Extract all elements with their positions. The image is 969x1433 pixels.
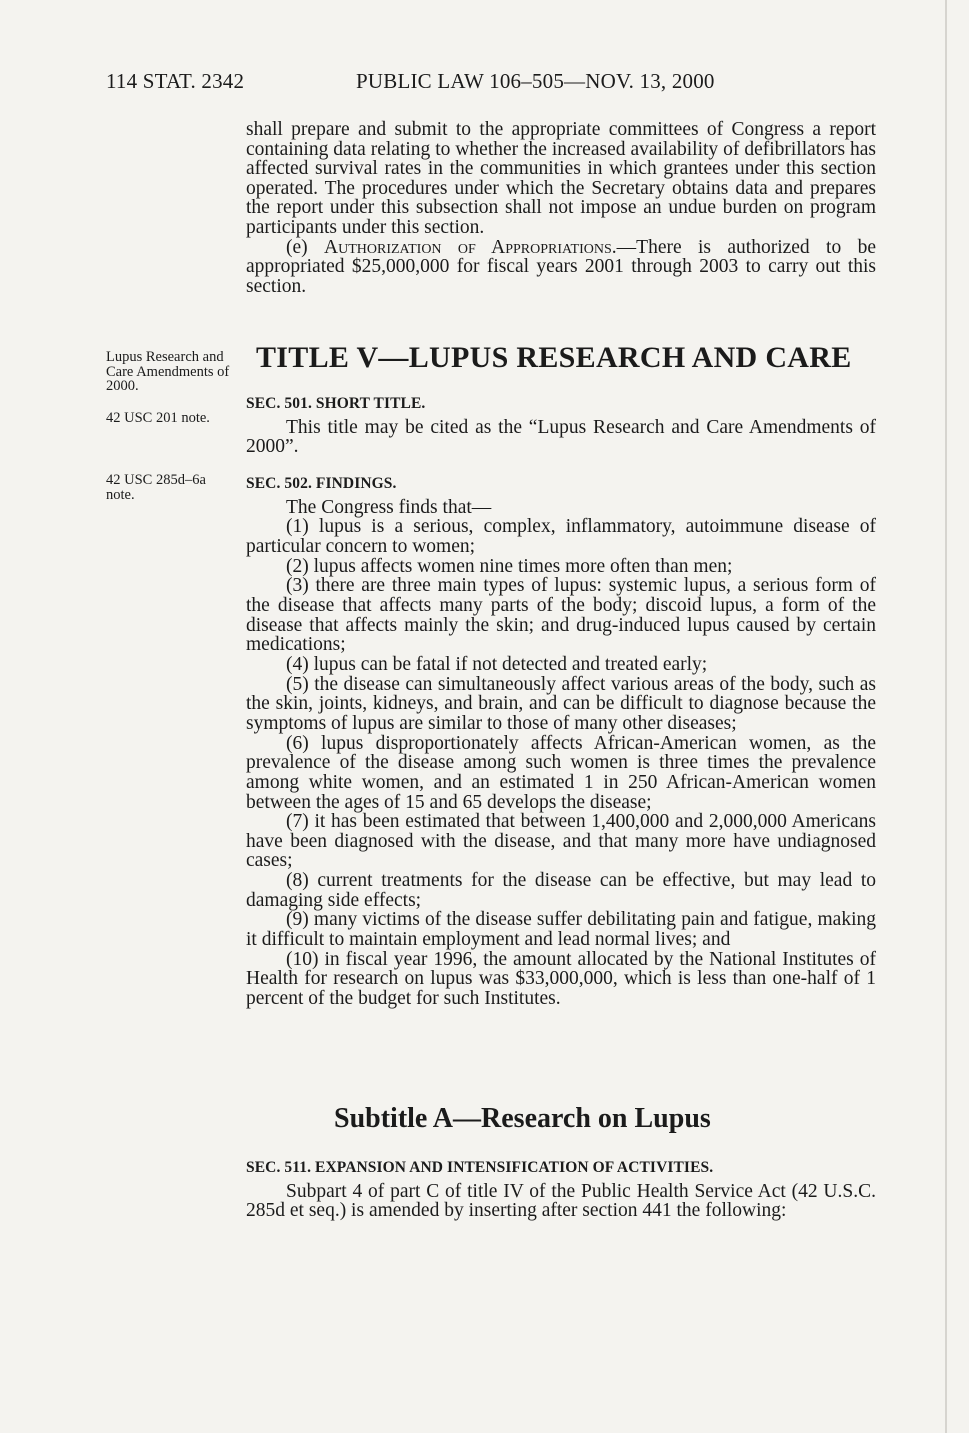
section-511	[246, 1158, 876, 1221]
sec-501-heading: SEC. 501. SHORT TITLE.	[246, 395, 426, 412]
continuation-text	[246, 120, 876, 296]
sec-511-heading: SEC. 511. EXPANSION AND INTENSIFICATION OF ACTIVITIES.	[246, 1159, 714, 1176]
margin-note-usc-285d: 42 USC 285d–6a note.	[106, 472, 206, 503]
finding-item: (7) it has been estimated that between 1,400,000 and 2,000,000 Americans have been diagnosed with the disease, and that many more have undiagnosed cases;	[246, 811, 876, 872]
law-reference: PUBLIC LAW 106–505—NOV. 13, 2000	[356, 69, 715, 93]
authorization-body: .—There is authorized to be appropriated $25,000,000 for fiscal years 2001 through 2003 to carry out this section.	[246, 236, 876, 297]
subtitle-a-heading: Subtitle A—Research on Lupus	[334, 1103, 711, 1134]
sec-511-text: Subpart 4 of part C of title IV of the Public Health Service Act (42 U.S.C. 285d et seq.) is amended by inserting after section 441 the following:	[246, 1180, 876, 1222]
finding-item: (6) lupus disproportionately affects African-American women, as the prevalence of the disease among such women is three times the prevalence among white women, and an estimated 1 in 250 African-American women between the ages of 15 and 65 develops the disease;	[246, 732, 876, 813]
authorization-heading: Authorization of Appropriations	[324, 236, 612, 258]
finding-item: (1) lupus is a serious, complex, inflammatory, autoimmune disease of particular concern to women;	[246, 516, 876, 557]
continuation-paragraph: shall prepare and submit to the appropriate committees of Congress a report containing data relating to whether the increased availability of defibrillators has affected survival rates in the communities in which grantees under this section operated. The procedures under which the Secretary obtains data and prepares the report under this subsection shall not impose an undue burden on program participants under this section.	[246, 119, 876, 238]
page-edge	[945, 0, 947, 1433]
finding-item: (8) current treatments for the disease can be effective, but may lead to damaging side effects;	[246, 870, 876, 911]
margin-note-usc-201: 42 USC 201 note.	[106, 410, 210, 426]
finding-item: (5) the disease can simultaneously affect various areas of the body, such as the skin, joints, kidneys, and brain, and can be difficult to diagnose because the symptoms of lupus are similar to those of many other diseases;	[246, 673, 876, 734]
margin-note-short-title: Lupus Research and Care Amendments of 2000.	[106, 349, 230, 394]
finding-item: (2) lupus affects women nine times more often than men;	[286, 555, 733, 577]
section-501	[246, 394, 876, 457]
title-v-heading: TITLE V—LUPUS RESEARCH AND CARE	[256, 341, 852, 374]
finding-item: (9) many victims of the disease suffer debilitating pain and fatigue, making it difficult to maintain employment and lead normal lives; and	[246, 909, 876, 951]
findings-intro: The Congress finds that—	[286, 496, 492, 518]
sec-501-text: This title may be cited as the “Lupus Research and Care Amendments of 2000”.	[246, 416, 876, 458]
finding-item: (3) there are three main types of lupus: systemic lupus, a serious form of the disease that affects many parts of the body; discoid lupus, a form of the disease that affects mainly the skin; and drug-induced lupus caused by certain medications;	[246, 575, 876, 656]
section-502	[246, 474, 876, 1009]
finding-item: (10) in fiscal year 1996, the amount allocated by the National Institutes of Health for research on lupus was $33,000,000, which is less than one-half of 1 percent of the budget for such Institutes.	[246, 948, 876, 1010]
sec-502-heading: SEC. 502. FINDINGS.	[246, 475, 397, 492]
authorization-lead: (e)	[286, 236, 325, 258]
page-reference: 114 STAT. 2342	[106, 69, 245, 93]
authorization-paragraph	[246, 238, 876, 297]
finding-item: (4) lupus can be fatal if not detected and treated early;	[286, 653, 708, 675]
